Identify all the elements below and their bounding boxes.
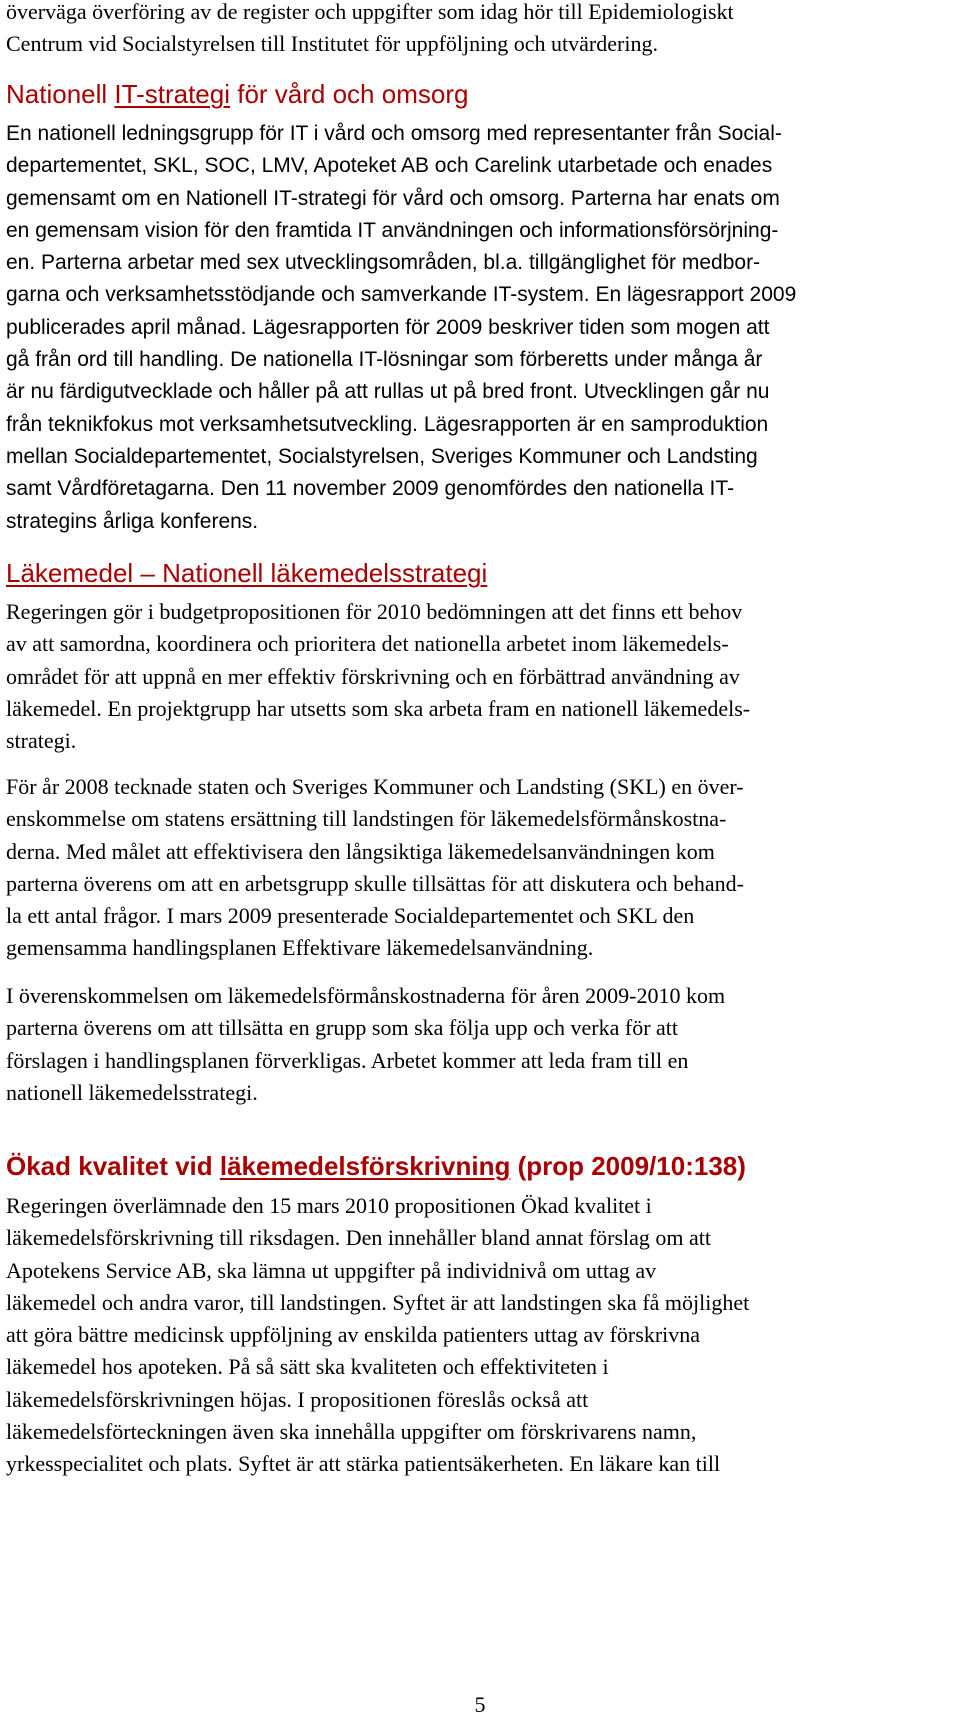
text-line: gå från ord till handling. De nationella IT-lösningar som förberetts under många år [6, 348, 763, 372]
heading-text: för vård och omsorg [230, 79, 469, 109]
text-line: I överenskommelsen om läkemedelsförmånskostnaderna för åren 2009-2010 kom [6, 983, 726, 1008]
page-number: 5 [474, 1692, 486, 1717]
heading-text: (prop 2009/10:138) [510, 1151, 746, 1181]
text-line: området för att uppnå en mer effektiv förskrivning och en förbättrad användning av [6, 663, 740, 689]
text-line: departementet, SKL, SOC, LMV, Apoteket AB och Carelink utarbetade och enades [6, 154, 773, 178]
heading-lakemedel-text: Läkemedel – Nationell läkemedelsstrategi [6, 558, 488, 588]
heading-text: Nationell [6, 79, 115, 109]
text-line: läkemedel och andra varor, till landstingen. Syftet är att landstingen ska få möjlighet [6, 1289, 750, 1315]
heading-link-lakemedelsforskrivning[interactable]: läkemedelsförskrivning [219, 1151, 511, 1181]
text-line: förslagen i handlingsplanen förverkligas. Arbetet kommer att leda fram till en [6, 1047, 689, 1073]
text-line: läkemedel hos apoteken. På så sätt ska kvaliteten och effektiviteten i [6, 1354, 609, 1380]
heading-text: Ökad kvalitet vid [6, 1151, 220, 1181]
text-line: läkemedel. En projektgrupp har utsetts som ska arbeta fram en nationell läkemedels- [6, 695, 751, 721]
heading-it-strategy [6, 79, 468, 110]
text-line: från teknikfokus mot verksamhetsutveckling. Lägesrapporten är en samproduktion [6, 412, 769, 436]
lakemedel-paragraph-3 [6, 980, 954, 1109]
text-line: publicerades april månad. Lägesrapporten för 2009 beskriver tiden som mogen att [6, 315, 770, 339]
text-line: överväga överföring av de register och uppgifter som idag hör till Epidemiologiskt [6, 0, 734, 24]
text-line: Regeringen gör i budgetpropositionen för 2010 bedömningen att det finns ett behov [6, 599, 743, 624]
intro-paragraph [6, 0, 954, 61]
text-line: parterna överens om att tillsätta en grupp som ska följa upp och verka för att [6, 1015, 679, 1041]
text-line: strategi. [6, 728, 77, 754]
text-line: enskommelse om statens ersättning till landstingen för läkemedelsförmånskostna- [6, 806, 727, 832]
text-line: derna. Med målet att effektivisera den långsiktiga läkemedelsanvändningen kom [6, 838, 715, 864]
text-line: Regeringen överlämnade den 15 mars 2010 propositionen Ökad kvalitet i [6, 1193, 652, 1218]
text-line: läkemedelsförskrivningen höjas. I propositionen föreslås också att [6, 1386, 589, 1412]
text-line: mellan Socialdepartementet, Socialstyrelsen, Sveriges Kommuner och Landsting [6, 444, 758, 468]
text-line: Apotekens Service AB, ska lämna ut uppgifter på individnivå om uttag av [6, 1257, 657, 1283]
text-line: Centrum vid Socialstyrelsen till Institutet för uppföljning och utvärdering. [6, 31, 658, 57]
heading-lakemedel [6, 558, 487, 589]
text-line: parterna överens om att en arbetsgrupp skulle tillsättas för att diskutera och behand- [6, 870, 744, 896]
text-line: En nationell ledningsgrupp för IT i vård och omsorg med representanter från Social- [6, 122, 782, 145]
heading-okad-kvalitet [6, 1151, 746, 1182]
okad-kvalitet-paragraph [6, 1190, 954, 1481]
text-line: la ett antal frågor. I mars 2009 presenterade Socialdepartementet och SKL den [6, 903, 695, 929]
text-line: strategins årliga konferens. [6, 509, 259, 533]
heading-link-it-strategi[interactable]: IT-strategi [114, 79, 230, 109]
text-line: läkemedelsförteckningen även ska innehålla uppgifter om förskrivarens namn, [6, 1419, 697, 1445]
text-line: av att samordna, koordinera och prioritera det nationella arbetet inom läkemedels- [6, 631, 729, 657]
text-line: en gemensam vision för den framtida IT användningen och informationsförsörjning- [6, 218, 779, 242]
text-line: en. Parterna arbetar med sex utvecklingsområden, bl.a. tillgänglighet för medbor- [6, 251, 761, 275]
text-line: garna och verksamhetsstödjande och samverkande IT-system. En lägesrapport 2009 [6, 283, 797, 307]
text-line: läkemedelsförskrivning till riksdagen. Den innehåller bland annat förslag om att [6, 1225, 712, 1251]
text-line: att göra bättre medicinsk uppföljning av enskilda patienters uttag av förskrivna [6, 1322, 701, 1348]
lakemedel-paragraph-2 [6, 771, 954, 965]
text-line: För år 2008 tecknade staten och Sveriges Kommuner och Landsting (SKL) en över- [6, 774, 744, 799]
text-line: yrkesspecialitet och plats. Syftet är att stärka patientsäkerheten. En läkare kan till [6, 1451, 721, 1477]
lakemedel-paragraph-1 [6, 596, 954, 757]
text-line: samt Vårdföretagarna. Den 11 november 2009 genomfördes den nationella IT- [6, 477, 735, 501]
it-strategy-paragraph [6, 118, 954, 538]
text-line: nationell läkemedelsstrategi. [6, 1079, 258, 1105]
text-line: är nu färdigutvecklade och håller på att rullas ut på bred front. Utvecklingen går nu [6, 380, 770, 404]
text-line: gemensamma handlingsplanen Effektivare läkemedelsanvändning. [6, 935, 594, 961]
text-line: gemensamt om en Nationell IT-strategi för vård och omsorg. Parterna har enats om [6, 186, 780, 210]
